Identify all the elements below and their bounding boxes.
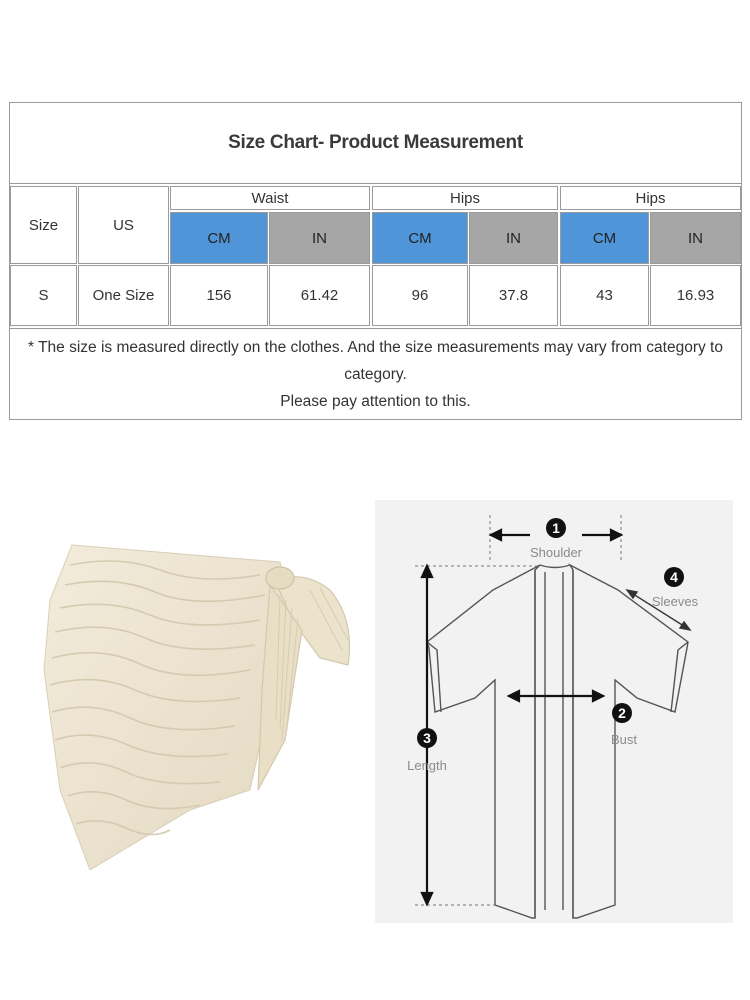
unit-header-cm: CM bbox=[560, 212, 649, 264]
unit-header-in: IN bbox=[469, 212, 558, 264]
badge-number-bust: 2 bbox=[618, 705, 626, 721]
product-image-sarong bbox=[30, 540, 360, 870]
badge-number-sleeves: 4 bbox=[670, 569, 678, 585]
measurement-diagram bbox=[375, 500, 733, 923]
label-bust: Bust bbox=[610, 732, 638, 747]
measurement-note bbox=[10, 328, 741, 420]
badge-number-shoulder: 1 bbox=[552, 520, 560, 536]
size-chart-table bbox=[9, 102, 742, 420]
value-hips-in: 37.8 bbox=[469, 265, 558, 326]
value-waist-cm: 156 bbox=[170, 265, 268, 326]
group-header-hips-2: Hips bbox=[560, 186, 741, 210]
badge-number-length: 3 bbox=[423, 730, 431, 746]
unit-header-in: IN bbox=[269, 212, 370, 264]
unit-header-cm: CM bbox=[372, 212, 468, 264]
unit-header-in: IN bbox=[650, 212, 741, 264]
label-sleeves: Sleeves bbox=[651, 594, 699, 609]
group-header-waist: Waist bbox=[170, 186, 370, 210]
value-hips-cm: 96 bbox=[372, 265, 468, 326]
size-header: Size bbox=[10, 186, 77, 264]
value-waist-in: 61.42 bbox=[269, 265, 370, 326]
value-hips2-in: 16.93 bbox=[650, 265, 741, 326]
row-us: One Size bbox=[78, 265, 169, 326]
us-header: US bbox=[78, 186, 169, 264]
unit-header-cm: CM bbox=[170, 212, 268, 264]
note-line-1: * The size is measured directly on the clothes. And the size measurements may vary from category to category. bbox=[28, 339, 723, 383]
row-size: S bbox=[10, 265, 77, 326]
group-header-hips: Hips bbox=[372, 186, 558, 210]
label-shoulder: Shoulder bbox=[529, 545, 583, 560]
label-length: Length bbox=[407, 758, 447, 773]
size-chart-title: Size Chart- Product Measurement bbox=[10, 103, 741, 184]
value-hips2-cm: 43 bbox=[560, 265, 649, 326]
note-line-2: Please pay attention to this. bbox=[280, 393, 471, 410]
